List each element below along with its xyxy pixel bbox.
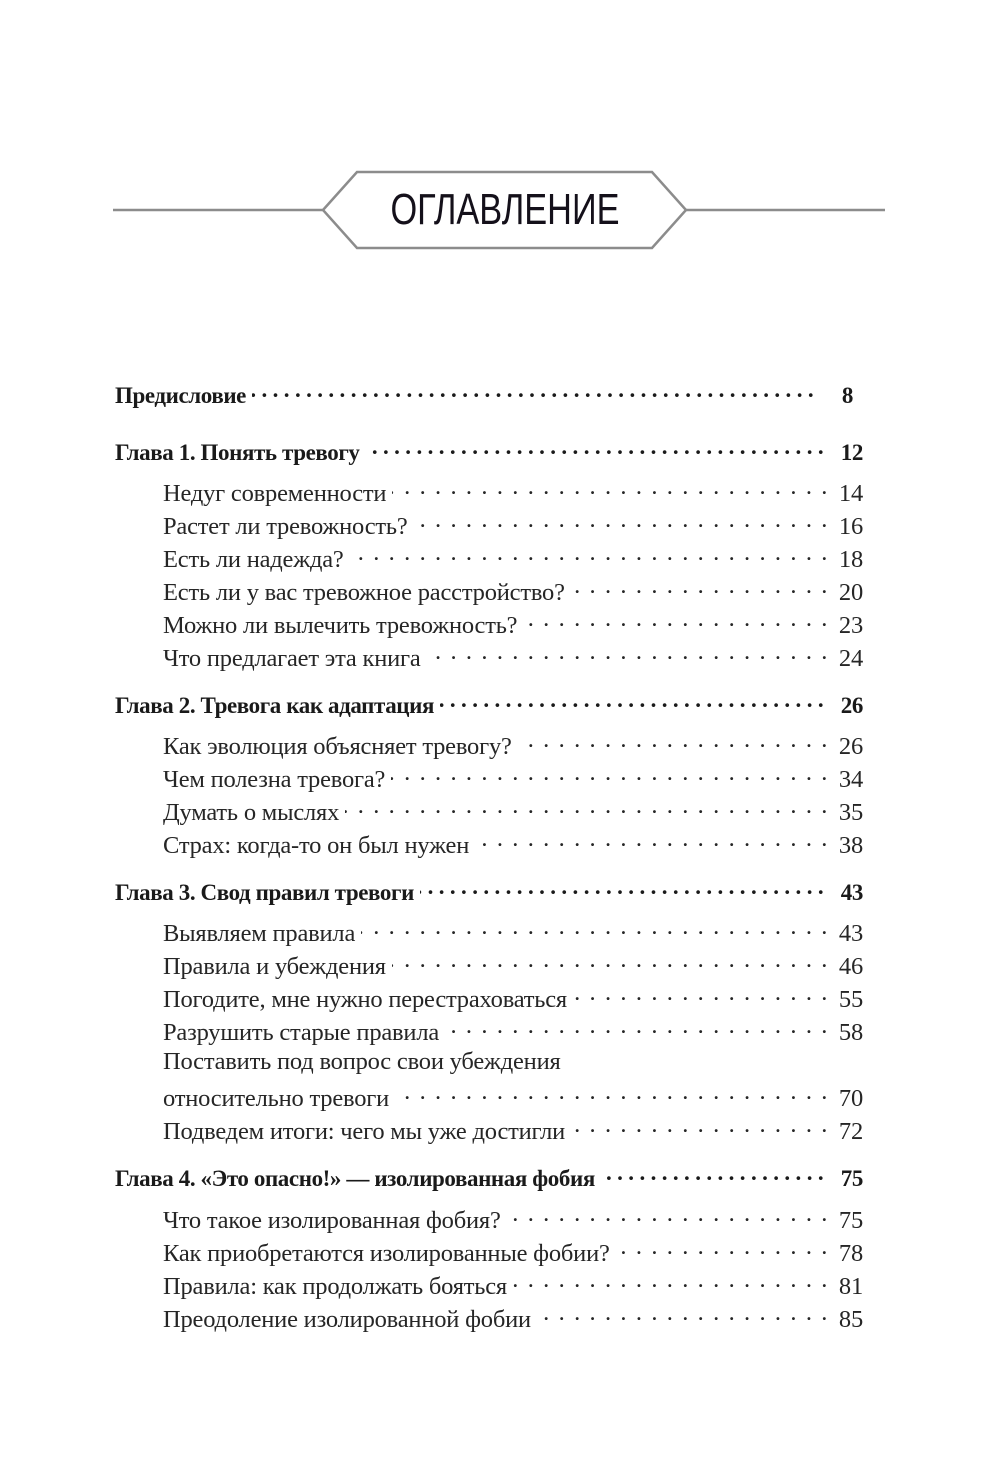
dot-leader: [475, 828, 829, 853]
dot-leader: [507, 1203, 829, 1228]
toc-section[interactable]: [163, 1269, 863, 1301]
toc-header: [0, 160, 1000, 260]
dot-leader: [366, 437, 830, 460]
toc-chapter-3[interactable]: [115, 877, 863, 906]
dot-leader: [573, 982, 829, 1007]
entry-title: Поставить под вопрос свои убеждения: [163, 1048, 561, 1075]
dot-leader: [392, 949, 829, 974]
entry-title: Как приобретаются изолированные фобии?: [163, 1239, 610, 1267]
entry-title: Недуг современности: [163, 479, 387, 507]
entry-title: Погодите, мне нужно перестраховаться: [163, 985, 568, 1013]
toc-section[interactable]: [163, 762, 863, 794]
dot-leader: [445, 1015, 829, 1040]
page-number: 26: [840, 693, 863, 718]
entry-title: Что предлагает эта книга: [163, 644, 421, 672]
page-number: 8: [841, 383, 853, 408]
dot-leader: [392, 476, 829, 501]
dot-leader: [361, 916, 829, 941]
page-number: 72: [838, 1117, 863, 1145]
toc-section[interactable]: [163, 1081, 863, 1113]
toc-section[interactable]: [163, 1236, 863, 1268]
page-number: 26: [838, 732, 863, 760]
page-number: 18: [838, 545, 863, 573]
toc-section[interactable]: [163, 1302, 863, 1334]
page-number: 23: [838, 611, 863, 639]
toc-section[interactable]: [163, 1114, 863, 1146]
dot-leader: [537, 1302, 829, 1327]
page-number: 38: [838, 831, 863, 859]
entry-title: Как эволюция объясняет тревогу?: [163, 732, 512, 760]
dot-leader: [440, 690, 829, 713]
toc-section[interactable]: [163, 729, 863, 761]
page-number: 70: [838, 1084, 863, 1112]
dot-leader: [513, 1269, 829, 1294]
page-number: 78: [838, 1239, 863, 1267]
toc-section[interactable]: [163, 795, 863, 827]
entry-title: Преодоление изолированной фобии: [163, 1305, 531, 1333]
page-number: 58: [838, 1018, 863, 1046]
page-number: 55: [838, 985, 863, 1013]
toc-section[interactable]: [163, 509, 863, 541]
entry-title: Есть ли у вас тревожное расстройство?: [163, 578, 565, 606]
page-number: 20: [838, 578, 863, 606]
toc-section[interactable]: [163, 828, 863, 860]
entry-title: Правила и убеждения: [163, 952, 386, 980]
entry-title: Разрушить старые правила: [163, 1018, 440, 1046]
dot-leader: [523, 608, 829, 633]
entry-title: Правила: как продолжать бояться: [163, 1272, 508, 1300]
page-title: ОГЛАВЛЕНИЕ: [390, 185, 620, 234]
toc-entry-preface[interactable]: [115, 380, 853, 409]
toc-section[interactable]: [163, 575, 863, 607]
toc-section[interactable]: [163, 982, 863, 1014]
page-number: 75: [840, 1166, 863, 1191]
dot-leader: [391, 762, 829, 787]
toc-chapter-2[interactable]: [115, 690, 863, 719]
toc-section[interactable]: [163, 476, 863, 508]
entry-title: Страх: когда-то он был нужен: [163, 831, 470, 859]
page-number: 14: [838, 479, 863, 507]
page-number: 34: [838, 765, 863, 793]
entry-title: Подведем итоги: чего мы уже достигли: [163, 1117, 566, 1145]
page-number: 46: [838, 952, 863, 980]
dot-leader: [571, 575, 829, 600]
entry-title: Выявляем правила: [163, 919, 356, 947]
dot-leader: [616, 1236, 829, 1261]
toc-section[interactable]: [163, 1203, 863, 1235]
dot-leader: [414, 509, 829, 534]
toc-section[interactable]: [163, 1015, 863, 1047]
entry-title: относительно тревоги: [163, 1084, 389, 1112]
dot-leader: [518, 729, 829, 754]
dot-leader: [252, 380, 819, 403]
page-number: 81: [838, 1272, 863, 1300]
entry-title: Глава 1. Понять тревогу: [115, 440, 360, 465]
entry-title: Можно ли вылечить тревожность?: [163, 611, 518, 639]
page-number: 16: [838, 512, 863, 540]
entry-title: Растет ли тревожность?: [163, 512, 408, 540]
page-number: 35: [838, 798, 863, 826]
page-number: 43: [838, 919, 863, 947]
page-number: 75: [838, 1206, 863, 1234]
dot-leader: [571, 1114, 829, 1139]
dot-leader: [420, 877, 829, 900]
dot-leader: [345, 795, 829, 820]
toc-section-line1[interactable]: [163, 1048, 863, 1076]
entry-title: Предисловие: [115, 383, 246, 408]
entry-title: Думать о мыслях: [163, 798, 340, 826]
dot-leader: [395, 1081, 829, 1106]
toc-section[interactable]: [163, 641, 863, 673]
entry-title: Глава 4. «Это опасно!» — изолированная фобия: [115, 1166, 595, 1191]
entry-title: Есть ли надежда?: [163, 545, 344, 573]
toc-chapter-1[interactable]: [115, 437, 863, 466]
entry-title: Что такое изолированная фобия?: [163, 1206, 501, 1234]
entry-title: Глава 3. Свод правил тревоги: [115, 880, 414, 905]
page-number: 85: [838, 1305, 863, 1333]
entry-title: Чем полезна тревога?: [163, 765, 386, 793]
toc-section[interactable]: [163, 608, 863, 640]
toc-chapter-4[interactable]: [115, 1163, 863, 1192]
entry-title: Глава 2. Тревога как адаптация: [115, 693, 435, 718]
page-number: 24: [838, 644, 863, 672]
page-number: 12: [840, 440, 863, 465]
dot-leader: [427, 641, 829, 666]
toc-section[interactable]: [163, 916, 863, 948]
toc-section[interactable]: [163, 542, 863, 574]
dot-leader: [350, 542, 829, 567]
dot-leader: [601, 1163, 829, 1186]
toc-section[interactable]: [163, 949, 863, 981]
page-number: 43: [840, 880, 863, 905]
